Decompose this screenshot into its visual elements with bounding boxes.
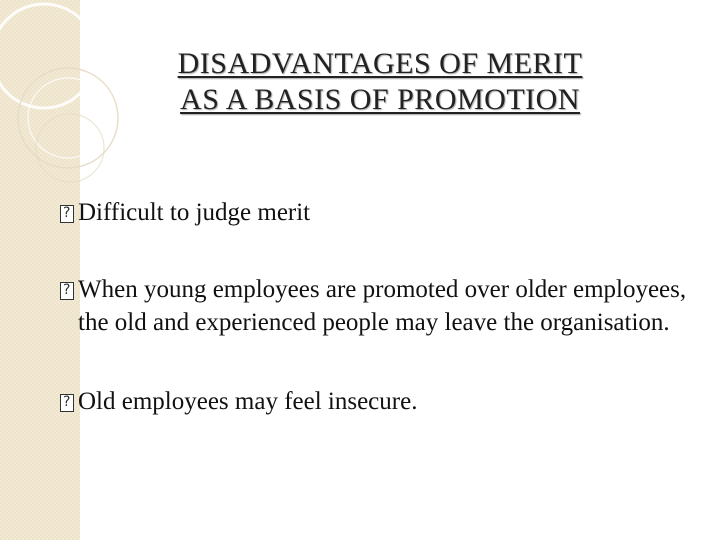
bullet-item (60, 196, 700, 229)
slide-title (130, 46, 630, 118)
bullet-box-icon (60, 282, 74, 300)
bullet-list (60, 196, 700, 462)
bullet-text: When young employees are promoted over older employees, the old and experienced people may leave the organisation. (78, 276, 687, 336)
bullet-box-icon (60, 205, 74, 223)
bullet-box-icon (60, 394, 74, 412)
bullet-text: Old employees may feel insecure. (78, 388, 418, 415)
slide-title-line-2: AS A BASIS OF PROMOTION (180, 83, 580, 116)
bullet-text: Difficult to judge merit (78, 199, 311, 226)
bullet-item (60, 273, 700, 339)
slide-title-line-1: DISADVANTAGES OF MERIT (177, 47, 583, 80)
bullet-item (60, 385, 700, 418)
